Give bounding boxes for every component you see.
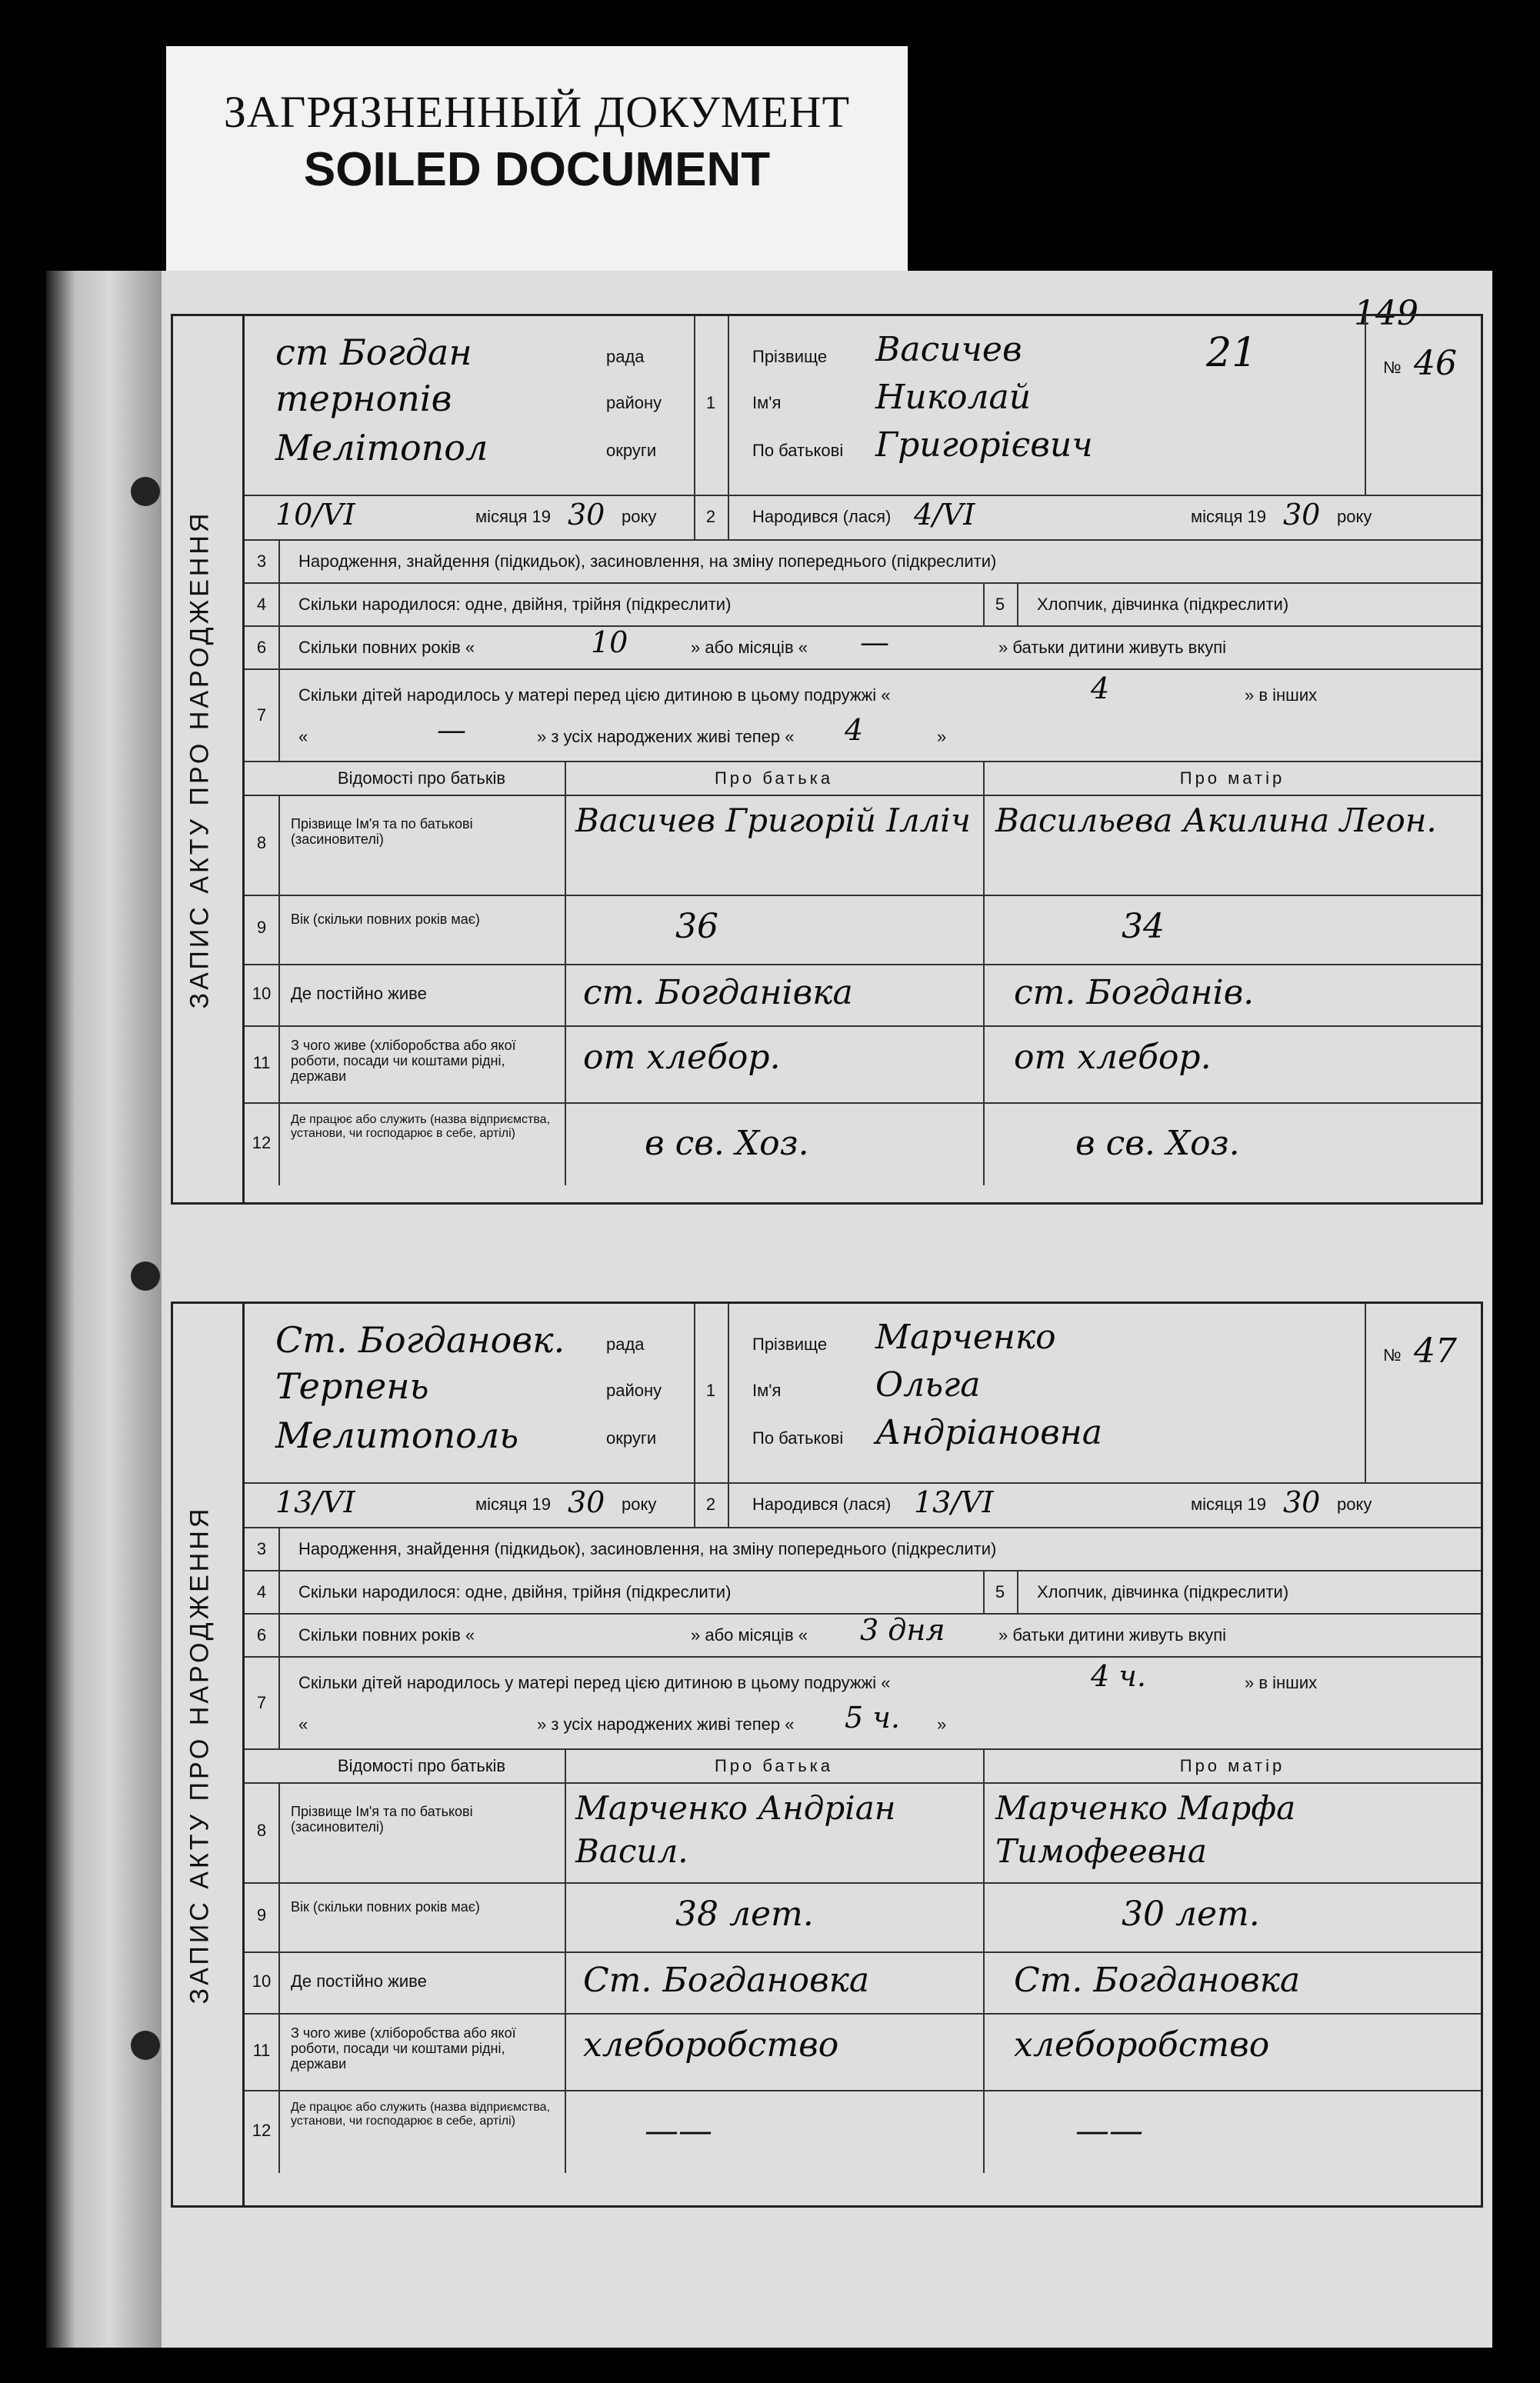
surname-value: Марченко xyxy=(875,1318,1056,1357)
form-label: Прізвище Ім'я та по батькові (засиновителі) xyxy=(291,816,473,847)
column-divider xyxy=(565,1025,566,1102)
column-divider xyxy=(728,316,729,495)
soiled-document-label xyxy=(166,46,908,277)
form-label: Про матір xyxy=(1179,1756,1285,1775)
father-name: Марченко Андріан Васил. xyxy=(575,1789,896,1870)
name-value: Ольга xyxy=(875,1365,981,1405)
column-divider xyxy=(565,1882,566,1951)
rada-label: рада xyxy=(606,1335,645,1354)
raion-value: Терпень xyxy=(275,1365,429,1407)
form-row xyxy=(245,1882,1481,1953)
patronymic-value: Андріановна xyxy=(875,1413,1102,1452)
form-label: « xyxy=(298,727,308,746)
registration-year: 30 xyxy=(568,1485,605,1519)
form-label: Де працює або служить (назва відприємства, установи, чи господарює в себе, артілі) xyxy=(291,2101,551,2128)
column-divider xyxy=(278,964,280,1025)
row-number: 11 xyxy=(252,2041,271,2060)
form-label: Про матір xyxy=(1179,768,1285,788)
form-label: » або місяців « xyxy=(691,1625,808,1645)
page-number: 149 xyxy=(1354,294,1418,333)
row-number: 4 xyxy=(256,595,267,614)
form-row xyxy=(245,1613,1481,1658)
row-number: 6 xyxy=(256,1625,267,1645)
month-label: місяця 19 xyxy=(475,1495,552,1514)
form-label: Відомості про батьків xyxy=(337,1756,506,1775)
father-residence: ст. Богданівка xyxy=(583,973,853,1012)
row-number: 10 xyxy=(252,1971,272,1991)
row-number: 7 xyxy=(256,705,267,725)
column-divider xyxy=(278,2013,280,2090)
soiled-label-en: SOILED DOCUMENT xyxy=(303,143,771,196)
form-label: Відомості про батьків xyxy=(337,768,506,788)
form-label: Де постійно живе xyxy=(291,984,427,1003)
form-row xyxy=(245,668,1481,762)
row-number: 5 xyxy=(995,595,1005,614)
punch-hole xyxy=(131,1261,160,1291)
father-residence: Ст. Богдановка xyxy=(583,1961,870,2000)
form-label: З чого живе (хліборобства або якої роботи, посади чи коштами рідні, держави xyxy=(291,1038,516,1084)
column-divider xyxy=(278,668,280,761)
form-label: « xyxy=(298,1715,308,1734)
extra-mark: 21 xyxy=(1206,330,1258,376)
surname-label: Прізвище xyxy=(752,347,828,366)
children-before: 4 xyxy=(1091,672,1110,705)
birth-year: 30 xyxy=(1283,498,1321,532)
form-label: Скільки повних років « xyxy=(298,638,475,657)
raion-value: тернопів xyxy=(275,378,452,419)
column-divider xyxy=(278,1025,280,1102)
punch-hole xyxy=(131,477,160,506)
patronymic-label: По батькові xyxy=(752,441,844,460)
mother-age: 30 лет. xyxy=(1122,1895,1260,1934)
form-label: ЗАПИС АКТУ ПРО НАРОДЖЕННЯ xyxy=(185,1505,215,2004)
row-number: 8 xyxy=(256,1821,267,1840)
column-divider xyxy=(983,1102,985,1185)
column-divider xyxy=(565,2090,566,2173)
column-divider xyxy=(278,1613,280,1656)
registration-year: 30 xyxy=(568,498,605,532)
father-age: 36 xyxy=(675,907,718,946)
record-form xyxy=(242,1304,1481,2205)
form-row xyxy=(245,964,1481,1027)
form-row xyxy=(245,539,1481,584)
column-divider xyxy=(983,964,985,1025)
form-label: Вік (скільки повних років має) xyxy=(291,912,480,927)
form-label: » xyxy=(937,1715,947,1734)
rada-value: ст Богдан xyxy=(275,332,472,373)
form-row xyxy=(245,795,1481,896)
patronymic-value: Григорієвич xyxy=(875,425,1093,465)
column-divider xyxy=(278,1102,280,1185)
name-value: Николай xyxy=(875,378,1032,417)
form-row xyxy=(245,895,1481,965)
row-number: 6 xyxy=(256,638,267,657)
column-divider xyxy=(728,1482,729,1527)
year-label: року xyxy=(622,1495,657,1514)
row3-label: Народження, знайдення (підкидьок), засиновлення, на зміну попереднього (підкреслити) xyxy=(298,1539,997,1558)
birth-date: 4/VI xyxy=(914,498,975,532)
column-divider xyxy=(983,2013,985,2090)
months-together: 3 дня xyxy=(860,1613,945,1647)
raion-label: району xyxy=(606,1381,662,1400)
form-row xyxy=(245,495,1481,541)
registration-date: 13/VI xyxy=(275,1485,355,1519)
registration-date: 10/VI xyxy=(275,498,355,532)
months-together: — xyxy=(860,625,889,659)
father-income: от хлебор. xyxy=(583,1038,781,1077)
form-label: Вік (скільки повних років має) xyxy=(291,1899,480,1915)
row4-label: Скільки народилося: одне, двійня, трійня (підкреслити) xyxy=(298,595,732,614)
record-number: 47 xyxy=(1414,1331,1457,1371)
mother-age: 34 xyxy=(1122,907,1165,946)
birth-month-label: місяця 19 xyxy=(1191,1495,1267,1514)
row-number: 8 xyxy=(256,833,267,852)
column-divider xyxy=(278,795,280,895)
form-row xyxy=(245,625,1481,670)
form-row xyxy=(245,1951,1481,2015)
form-label: » xyxy=(937,727,947,746)
form-label: Скільки повних років « xyxy=(298,1625,475,1645)
form-label: » батьки дитини живуть вкупі xyxy=(998,1625,1227,1645)
form-label: Про батька xyxy=(714,1756,834,1775)
punch-hole xyxy=(131,2031,160,2060)
column-divider xyxy=(278,1882,280,1951)
mother-income: от хлебор. xyxy=(1014,1038,1212,1077)
column-divider xyxy=(983,795,985,895)
row-number: 3 xyxy=(256,1539,267,1558)
row-number: 3 xyxy=(256,552,267,571)
column-divider xyxy=(278,895,280,964)
column-divider xyxy=(983,895,985,964)
column-divider xyxy=(983,1951,985,2013)
number-label: № xyxy=(1383,1345,1402,1365)
mother-name: Марченко Марфа Тимофеевна xyxy=(995,1789,1296,1870)
column-divider xyxy=(565,1102,566,1185)
column-divider xyxy=(278,1951,280,2013)
record-number: 46 xyxy=(1414,344,1457,383)
row-number: 1 xyxy=(705,1381,716,1400)
form-row xyxy=(245,2090,1481,2173)
form-row xyxy=(245,1025,1481,1104)
row-number: 9 xyxy=(256,1905,267,1925)
column-divider xyxy=(728,495,729,539)
born-label: Народився (лася) xyxy=(752,507,892,526)
mother-residence: ст. Богданів. xyxy=(1014,973,1255,1012)
form-label: ЗАПИС АКТУ ПРО НАРОДЖЕННЯ xyxy=(185,510,215,1008)
row4-label: Скільки народилося: одне, двійня, трійня (підкреслити) xyxy=(298,1582,732,1601)
father-name: Васичев Григорій Ілліч xyxy=(575,802,971,839)
alive-now: 4 xyxy=(845,713,864,747)
row5-label: Хлопчик, дівчинка (підкреслити) xyxy=(1037,1582,1289,1601)
column-divider xyxy=(278,2090,280,2173)
row-number: 1 xyxy=(705,393,716,412)
column-divider xyxy=(983,1882,985,1951)
father-income: хлеборобство xyxy=(583,2025,839,2065)
form-row xyxy=(245,1304,1481,1484)
record-form xyxy=(242,316,1481,1202)
form-label: » батьки дитини живуть вкупі xyxy=(998,638,1227,657)
children-other: — xyxy=(437,713,466,747)
mother-work: в св. Хоз. xyxy=(1075,1124,1240,1163)
form-label: З чого живе (хліборобства або якої роботи, посади чи коштами рідні, держави xyxy=(291,2025,516,2071)
column-divider xyxy=(983,1782,985,1882)
column-divider xyxy=(1365,1304,1366,1482)
column-divider xyxy=(565,1782,566,1882)
column-divider xyxy=(565,964,566,1025)
form-label: » в інших xyxy=(1245,685,1318,705)
month-label: місяця 19 xyxy=(475,507,552,526)
column-divider xyxy=(565,2013,566,2090)
okrug-label: округи xyxy=(606,441,657,460)
birth-record-1 xyxy=(171,314,1483,1205)
soiled-label-ru: ЗАГРЯЗНЕННЫЙ ДОКУМЕНТ xyxy=(223,87,851,137)
form-row xyxy=(245,1570,1481,1615)
rada-label: рада xyxy=(606,347,645,366)
form-label: » в інших xyxy=(1245,1673,1318,1692)
column-divider xyxy=(1017,582,1018,625)
alive-now: 5 ч. xyxy=(845,1701,900,1735)
years-together: 10 xyxy=(591,625,628,659)
form-label: Де постійно живе xyxy=(291,1971,427,1991)
birth-year: 30 xyxy=(1283,1485,1321,1519)
name-label: Ім'я xyxy=(752,393,782,412)
mother-name: Васильева Акилина Леон. xyxy=(995,802,1437,839)
column-divider xyxy=(278,539,280,582)
form-label: Про батька xyxy=(714,768,834,788)
side-title xyxy=(165,316,235,1202)
form-label: » з усіх народжених живі тепер « xyxy=(537,727,795,746)
okrug-label: округи xyxy=(606,1428,657,1448)
name-label: Ім'я xyxy=(752,1381,782,1400)
form-row xyxy=(245,761,1481,796)
row-number: 12 xyxy=(252,2121,272,2140)
rada-value: Ст. Богдановк. xyxy=(275,1319,565,1361)
row5-label: Хлопчик, дівчинка (підкреслити) xyxy=(1037,595,1289,614)
row-number: 2 xyxy=(705,507,716,526)
row-number: 7 xyxy=(256,1693,267,1712)
column-divider xyxy=(565,895,566,964)
row-number: 12 xyxy=(252,1133,272,1152)
form-label: Скільки дітей народилось у матері перед цією дитиною в цьому подружжі « xyxy=(298,1673,891,1692)
okrug-value: Мелітопол xyxy=(275,427,488,468)
column-divider xyxy=(278,1656,280,1748)
column-divider xyxy=(278,1527,280,1570)
row-number: 2 xyxy=(705,1495,716,1514)
form-row xyxy=(245,316,1481,496)
column-divider xyxy=(565,1951,566,2013)
father-age: 38 лет. xyxy=(675,1895,814,1934)
form-label: Де працює або служить (назва відприємства, установи, чи господарює в себе, артілі) xyxy=(291,1113,551,1140)
birth-month-label: місяця 19 xyxy=(1191,507,1267,526)
mother-residence: Ст. Богдановка xyxy=(1014,1961,1301,2000)
form-row xyxy=(245,1527,1481,1571)
row-number: 9 xyxy=(256,918,267,937)
column-divider xyxy=(565,795,566,895)
row-number: 4 xyxy=(256,1582,267,1601)
born-label: Народився (лася) xyxy=(752,1495,892,1514)
birth-year-label: року xyxy=(1337,1495,1372,1514)
row-number: 11 xyxy=(252,1053,271,1072)
patronymic-label: По батькові xyxy=(752,1428,844,1448)
mother-income: хлеборобство xyxy=(1014,2025,1270,2065)
row-number: 10 xyxy=(252,984,272,1003)
column-divider xyxy=(728,1304,729,1482)
side-title xyxy=(165,1304,235,2205)
surname-value: Васичев xyxy=(875,330,1022,369)
form-label: Скільки дітей народилось у матері перед цією дитиною в цьому подружжі « xyxy=(298,685,891,705)
column-divider xyxy=(278,1570,280,1613)
column-divider xyxy=(278,1782,280,1882)
row-number: 5 xyxy=(995,1582,1005,1601)
okrug-value: Мелитополь xyxy=(275,1415,519,1456)
form-row xyxy=(245,1656,1481,1750)
birth-year-label: року xyxy=(1337,507,1372,526)
column-divider xyxy=(278,582,280,625)
father-work: в св. Хоз. xyxy=(645,1124,809,1163)
children-before: 4 ч. xyxy=(1091,1659,1146,1693)
column-divider xyxy=(1017,1570,1018,1613)
form-row xyxy=(245,582,1481,627)
form-label: » або місяців « xyxy=(691,638,808,657)
form-label: Прізвище Ім'я та по батькові (засиновителі) xyxy=(291,1804,473,1835)
column-divider xyxy=(278,625,280,668)
father-work: —— xyxy=(645,2111,712,2151)
form-row xyxy=(245,1102,1481,1185)
surname-label: Прізвище xyxy=(752,1335,828,1354)
birth-record-2 xyxy=(171,1301,1483,2208)
column-divider xyxy=(1365,316,1366,495)
row3-label: Народження, знайдення (підкидьок), засиновлення, на зміну попереднього (підкреслити) xyxy=(298,552,997,571)
column-divider xyxy=(983,1025,985,1102)
form-label: » з усіх народжених живі тепер « xyxy=(537,1715,795,1734)
mother-work: —— xyxy=(1075,2111,1143,2151)
year-label: року xyxy=(622,507,657,526)
birth-date: 13/VI xyxy=(914,1485,994,1519)
form-row xyxy=(245,1782,1481,1884)
column-divider xyxy=(983,2090,985,2173)
form-row xyxy=(245,2013,1481,2091)
number-label: № xyxy=(1383,358,1402,377)
raion-label: району xyxy=(606,393,662,412)
form-row xyxy=(245,1748,1481,1784)
form-row xyxy=(245,1482,1481,1528)
